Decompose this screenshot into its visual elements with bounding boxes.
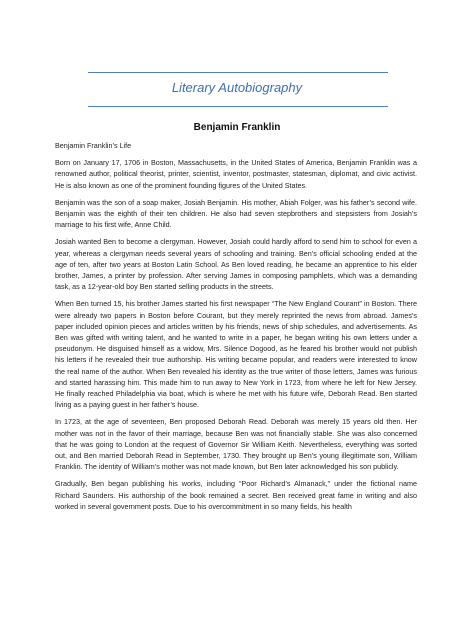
paragraph-schooling: Josiah wanted Ben to become a clergyman. However, Josiah could hardly afford to send him to school for even a year, whereas a clergyman needs several years of schooling and training. Ben’s official schooling ended at the age of ten, after two years at Boston Latin School. As Ben loved reading, he became an apprentice to his elder brother, James, a printer by profession. After serving James in composing pamphlets, which was a demanding task, as a 12-year-old boy Ben started selling products in the streets. (55, 237, 417, 292)
paragraph-family: Benjamin was the son of a soap maker, Josiah Benjamin. His mother, Abiah Folger, was his father’s second wife. Benjamin was the eighth of their ten children. He also had seven stepbrothers and stepsisters from Josiah’s marriage to his first wife, Anne Child. (55, 197, 417, 230)
paragraph-publishing: Gradually, Ben began publishing his works, including “Poor Richard’s Almanack,” under the fictional name Richard Saunders. His authorship of the book remained a secret. Ben received great fame in writing and also worked in several government posts. Due to his overcommitment in so many fields, his health (55, 479, 417, 511)
title-rule-bottom (88, 106, 388, 107)
document-body (55, 140, 417, 518)
title-rule-top (88, 72, 388, 73)
paragraph-newspaper: When Ben turned 15, his brother James started his first newspaper “The New England Courant” in Boston. There were already two papers in Boston before Courant, but they merely reprinted the news from abroad. James’s paper included opinion pieces and articles written by his friends, news of ship schedules, and advertisements. As Ben was gifted with writing talent, and he wanted to write in a paper, he began writing his own letters under a pseudonym. He disguised himself as a widow, Mrs. Silence Dogood, as he feared his brother would not publish his letters if he revealed their true authorship. His writing became popular, and readers were interested to know the real name of the author. When Ben revealed his identity as the true writer of those letters, James was furious and started harassing him. This made him to run away to New York in 1723, from where he left for New Jersey. He finally reached Philadelphia via boat, which is where he met with his future wife, Deborah Read. Ben started living as a paying guest in her father’s house. (55, 299, 417, 410)
paragraph-birth: Born on January 17, 1706 in Boston, Massachusetts, in the United States of America, Benjamin Franklin was a renowned author, political theorist, printer, scientist, inventor, postmaster, statesman, diplomat, and civic activist. He is also known as one of the prominent founding figures of the United States. (55, 158, 417, 190)
section-title: Benjamin Franklin’s Life (55, 141, 132, 150)
document-heading: Benjamin Franklin (193, 122, 281, 133)
document-title: Literary Autobiography (171, 80, 303, 95)
paragraph-marriage: In 1723, at the age of seventeen, Ben proposed Deborah Read. Deborah was merely 15 years old then. Her mother was not in the favor of their marriage, because Ben was not financially stable. She was also concerned that he was going to London at the request of Governor Sir William Keith. Nevertheless, everything was sorted out, and Ben married Deborah Read in September, 1730. They brought up Ben’s young illegitimate son, William Franklin. The identity of William’s mother was not made known, but Ben later acknowledged his son publicly. (55, 417, 417, 472)
